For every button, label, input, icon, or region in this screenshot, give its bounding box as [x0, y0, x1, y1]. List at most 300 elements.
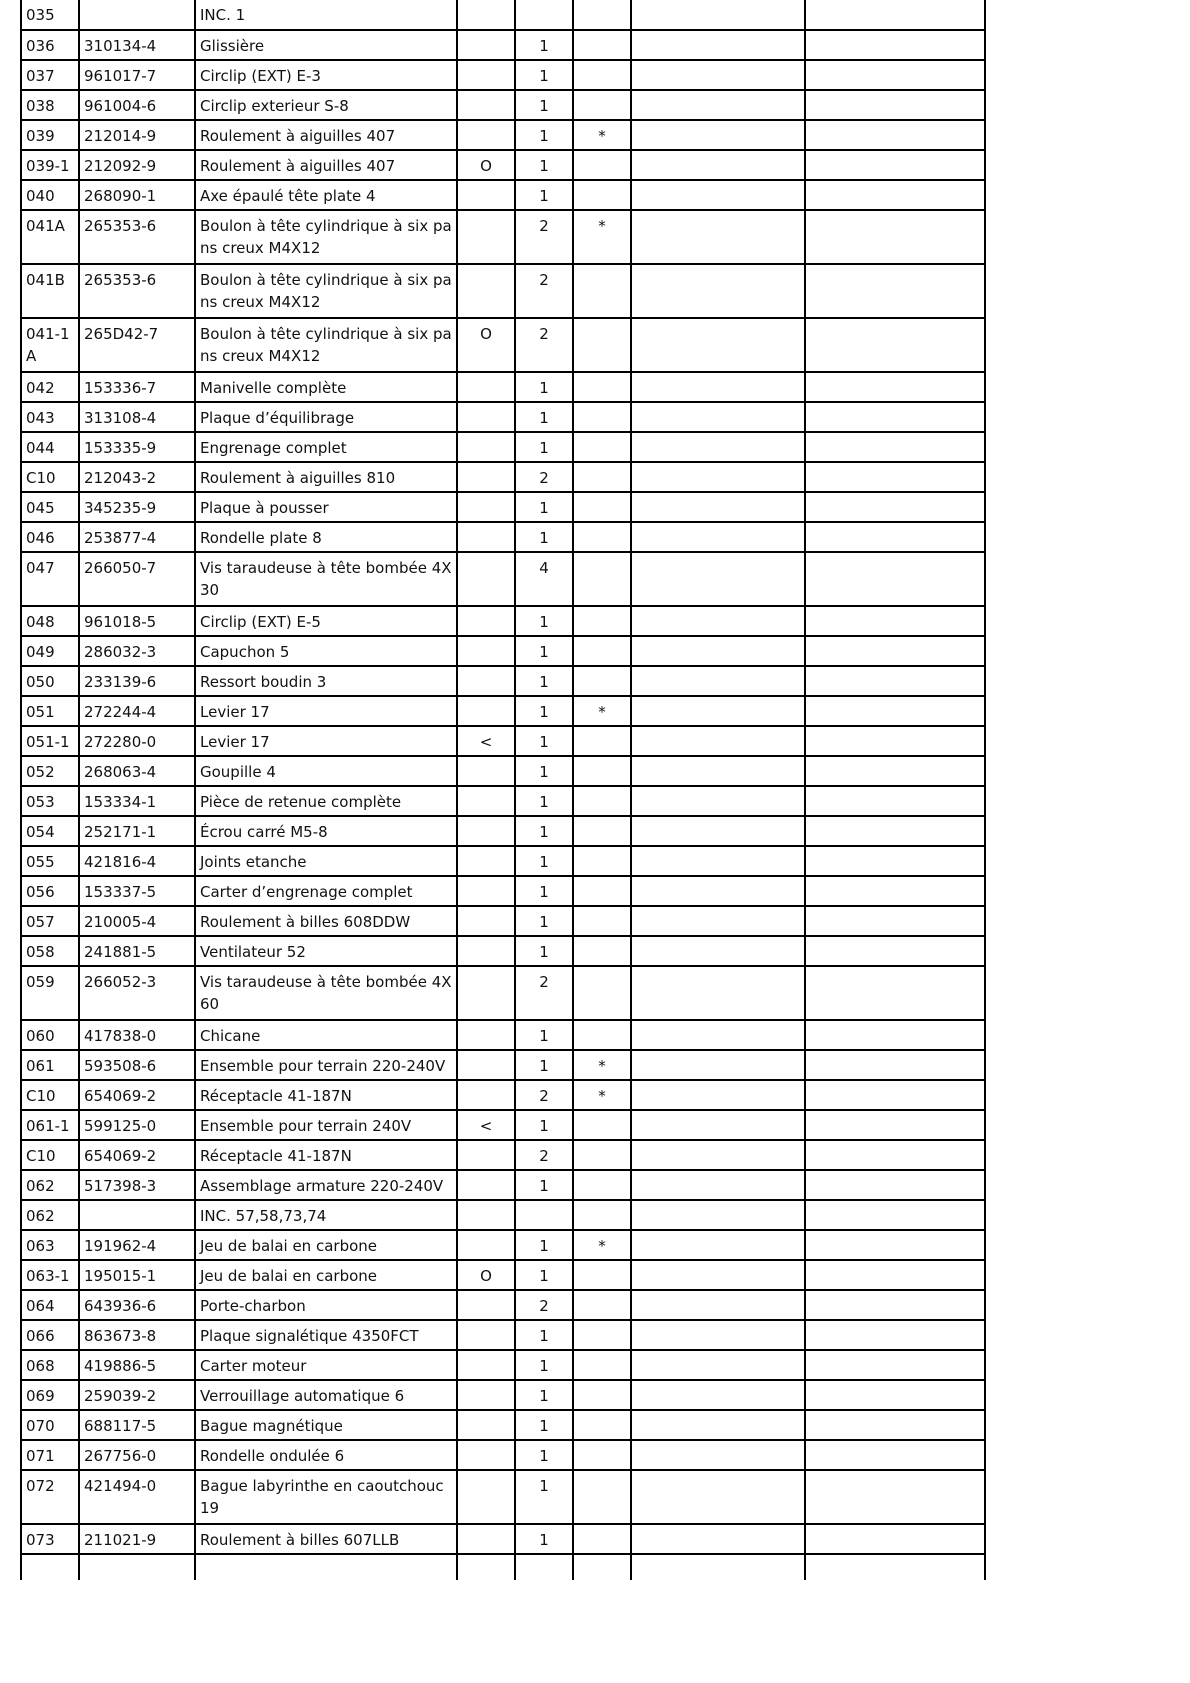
description-cell: Bague labyrinthe en caoutchouc 19: [195, 1470, 457, 1524]
recommended-star-cell: *: [573, 1050, 631, 1080]
quantity-cell: 1: [515, 666, 573, 696]
blank-cell: [805, 786, 985, 816]
quantity-cell: 1: [515, 1440, 573, 1470]
item-number-cell: 061: [21, 1050, 79, 1080]
item-number-cell: 041-1A: [21, 318, 79, 372]
blank-cell: [805, 696, 985, 726]
item-number-cell: 049: [21, 636, 79, 666]
part-number-cell: 961017-7: [79, 60, 195, 90]
table-row: [21, 696, 985, 726]
recommended-star-cell: [573, 1110, 631, 1140]
table-row: [21, 90, 985, 120]
blank-cell: [805, 180, 985, 210]
blank-cell: [805, 1230, 985, 1260]
parts-table-body: [21, 0, 985, 1580]
note-mark-cell: [457, 0, 515, 30]
table-row: [21, 60, 985, 90]
blank-cell: [515, 1554, 573, 1580]
note-mark-cell: <: [457, 726, 515, 756]
recommended-star-cell: [573, 552, 631, 606]
blank-cell: [631, 636, 805, 666]
part-number-cell: 252171-1: [79, 816, 195, 846]
table-row-empty: [21, 1554, 985, 1580]
quantity-cell: 2: [515, 966, 573, 1020]
quantity-cell: 1: [515, 936, 573, 966]
description-cell: Circlip (EXT) E-5: [195, 606, 457, 636]
description-cell: Goupille 4: [195, 756, 457, 786]
table-row: [21, 318, 985, 372]
table-row: [21, 1440, 985, 1470]
table-row: [21, 264, 985, 318]
note-mark-cell: [457, 1050, 515, 1080]
description-cell: Circlip (EXT) E-3: [195, 60, 457, 90]
note-mark-cell: [457, 1230, 515, 1260]
recommended-star-cell: *: [573, 1080, 631, 1110]
blank-cell: [631, 1320, 805, 1350]
part-number-cell: 212043-2: [79, 462, 195, 492]
note-mark-cell: [457, 816, 515, 846]
blank-cell: [631, 846, 805, 876]
quantity-cell: 2: [515, 210, 573, 264]
blank-cell: [631, 210, 805, 264]
note-mark-cell: [457, 372, 515, 402]
description-cell: Boulon à tête cylindrique à six pans creux M4X12: [195, 210, 457, 264]
table-row: [21, 1110, 985, 1140]
blank-cell: [805, 90, 985, 120]
recommended-star-cell: [573, 318, 631, 372]
blank-cell: [805, 936, 985, 966]
description-cell: Réceptacle 41-187N: [195, 1140, 457, 1170]
blank-cell: [805, 1140, 985, 1170]
quantity-cell: 1: [515, 1524, 573, 1554]
blank-cell: [805, 30, 985, 60]
item-number-cell: 071: [21, 1440, 79, 1470]
note-mark-cell: [457, 120, 515, 150]
blank-cell: [805, 462, 985, 492]
item-number-cell: 062: [21, 1170, 79, 1200]
item-number-cell: 068: [21, 1350, 79, 1380]
blank-cell: [631, 1200, 805, 1230]
recommended-star-cell: [573, 150, 631, 180]
note-mark-cell: [457, 786, 515, 816]
part-number-cell: 195015-1: [79, 1260, 195, 1290]
description-cell: Roulement à billes 608DDW: [195, 906, 457, 936]
table-row: [21, 966, 985, 1020]
blank-cell: [805, 1050, 985, 1080]
part-number-cell: 272244-4: [79, 696, 195, 726]
table-row: [21, 726, 985, 756]
blank-cell: [631, 906, 805, 936]
item-number-cell: C10: [21, 1140, 79, 1170]
blank-cell: [805, 1200, 985, 1230]
blank-cell: [631, 666, 805, 696]
description-cell: Rondelle plate 8: [195, 522, 457, 552]
note-mark-cell: O: [457, 150, 515, 180]
quantity-cell: 1: [515, 1260, 573, 1290]
table-row: [21, 786, 985, 816]
part-number-cell: 265353-6: [79, 210, 195, 264]
note-mark-cell: [457, 492, 515, 522]
description-cell: Jeu de balai en carbone: [195, 1230, 457, 1260]
blank-cell: [631, 1524, 805, 1554]
note-mark-cell: [457, 1524, 515, 1554]
blank-cell: [631, 786, 805, 816]
part-number-cell: 961018-5: [79, 606, 195, 636]
item-number-cell: 039-1: [21, 150, 79, 180]
description-cell: INC. 57,58,73,74: [195, 1200, 457, 1230]
part-number-cell: 268063-4: [79, 756, 195, 786]
blank-cell: [805, 636, 985, 666]
table-row: [21, 1290, 985, 1320]
blank-cell: [79, 1554, 195, 1580]
blank-cell: [631, 492, 805, 522]
blank-cell: [805, 150, 985, 180]
blank-cell: [631, 402, 805, 432]
recommended-star-cell: *: [573, 210, 631, 264]
part-number-cell: 211021-9: [79, 1524, 195, 1554]
blank-cell: [805, 966, 985, 1020]
item-number-cell: 070: [21, 1410, 79, 1440]
table-row: [21, 1410, 985, 1440]
blank-cell: [631, 1020, 805, 1050]
part-number-cell: 421816-4: [79, 846, 195, 876]
note-mark-cell: [457, 522, 515, 552]
blank-cell: [805, 1470, 985, 1524]
quantity-cell: 1: [515, 1050, 573, 1080]
part-number-cell: 517398-3: [79, 1170, 195, 1200]
blank-cell: [21, 1554, 79, 1580]
table-row: [21, 1230, 985, 1260]
blank-cell: [631, 318, 805, 372]
note-mark-cell: [457, 636, 515, 666]
item-number-cell: 045: [21, 492, 79, 522]
description-cell: Ventilateur 52: [195, 936, 457, 966]
table-row: [21, 522, 985, 552]
item-number-cell: 057: [21, 906, 79, 936]
description-cell: Plaque d’équilibrage: [195, 402, 457, 432]
item-number-cell: 073: [21, 1524, 79, 1554]
table-row: [21, 906, 985, 936]
blank-cell: [805, 876, 985, 906]
recommended-star-cell: [573, 1470, 631, 1524]
quantity-cell: 1: [515, 372, 573, 402]
blank-cell: [805, 120, 985, 150]
note-mark-cell: [457, 906, 515, 936]
recommended-star-cell: [573, 1320, 631, 1350]
note-mark-cell: [457, 1470, 515, 1524]
blank-cell: [631, 936, 805, 966]
table-row: [21, 462, 985, 492]
note-mark-cell: [457, 1170, 515, 1200]
part-number-cell: 233139-6: [79, 666, 195, 696]
part-number-cell: 259039-2: [79, 1380, 195, 1410]
item-number-cell: 058: [21, 936, 79, 966]
blank-cell: [805, 402, 985, 432]
blank-cell: [631, 264, 805, 318]
description-cell: Vis taraudeuse à tête bombée 4X60: [195, 966, 457, 1020]
part-number-cell: 643936-6: [79, 1290, 195, 1320]
blank-cell: [805, 726, 985, 756]
table-row: [21, 1080, 985, 1110]
recommended-star-cell: [573, 1200, 631, 1230]
parts-list-page: [20, 0, 984, 1580]
blank-cell: [805, 756, 985, 786]
blank-cell: [631, 1140, 805, 1170]
item-number-cell: 061-1: [21, 1110, 79, 1140]
blank-cell: [805, 492, 985, 522]
description-cell: Pièce de retenue complète: [195, 786, 457, 816]
blank-cell: [631, 1554, 805, 1580]
quantity-cell: 2: [515, 1080, 573, 1110]
part-number-cell: 599125-0: [79, 1110, 195, 1140]
description-cell: Boulon à tête cylindrique à six pans creux M4X12: [195, 318, 457, 372]
note-mark-cell: [457, 756, 515, 786]
description-cell: Bague magnétique: [195, 1410, 457, 1440]
table-row: [21, 606, 985, 636]
note-mark-cell: [457, 60, 515, 90]
item-number-cell: 063: [21, 1230, 79, 1260]
note-mark-cell: [457, 1290, 515, 1320]
blank-cell: [805, 1290, 985, 1320]
part-number-cell: 593508-6: [79, 1050, 195, 1080]
description-cell: Vis taraudeuse à tête bombée 4X30: [195, 552, 457, 606]
recommended-star-cell: [573, 0, 631, 30]
description-cell: Carter d’engrenage complet: [195, 876, 457, 906]
part-number-cell: 654069-2: [79, 1140, 195, 1170]
blank-cell: [805, 1350, 985, 1380]
recommended-star-cell: [573, 372, 631, 402]
note-mark-cell: [457, 1200, 515, 1230]
item-number-cell: 072: [21, 1470, 79, 1524]
recommended-star-cell: [573, 936, 631, 966]
part-number-cell: 688117-5: [79, 1410, 195, 1440]
quantity-cell: 2: [515, 1290, 573, 1320]
table-row: [21, 756, 985, 786]
blank-cell: [631, 1110, 805, 1140]
item-number-cell: 050: [21, 666, 79, 696]
quantity-cell: 1: [515, 432, 573, 462]
blank-cell: [631, 522, 805, 552]
note-mark-cell: [457, 876, 515, 906]
part-number-cell: 265D42-7: [79, 318, 195, 372]
recommended-star-cell: [573, 1290, 631, 1320]
description-cell: Boulon à tête cylindrique à six pans creux M4X12: [195, 264, 457, 318]
table-row: [21, 1140, 985, 1170]
description-cell: Porte-charbon: [195, 1290, 457, 1320]
item-number-cell: 039: [21, 120, 79, 150]
table-row: [21, 1020, 985, 1050]
blank-cell: [805, 1554, 985, 1580]
quantity-cell: 1: [515, 1350, 573, 1380]
blank-cell: [805, 1260, 985, 1290]
part-number-cell: 212014-9: [79, 120, 195, 150]
blank-cell: [805, 1320, 985, 1350]
part-number-cell: 286032-3: [79, 636, 195, 666]
part-number-cell: 417838-0: [79, 1020, 195, 1050]
part-number-cell: 266052-3: [79, 966, 195, 1020]
description-cell: Ensemble pour terrain 220-240V: [195, 1050, 457, 1080]
description-cell: Axe épaulé tête plate 4: [195, 180, 457, 210]
quantity-cell: 1: [515, 846, 573, 876]
table-row: [21, 1380, 985, 1410]
table-row: [21, 1320, 985, 1350]
description-cell: Ensemble pour terrain 240V: [195, 1110, 457, 1140]
recommended-star-cell: [573, 786, 631, 816]
part-number-cell: 266050-7: [79, 552, 195, 606]
blank-cell: [805, 1020, 985, 1050]
item-number-cell: 066: [21, 1320, 79, 1350]
recommended-star-cell: [573, 756, 631, 786]
note-mark-cell: [457, 666, 515, 696]
description-cell: Roulement à aiguilles 407: [195, 150, 457, 180]
blank-cell: [631, 1470, 805, 1524]
note-mark-cell: [457, 1020, 515, 1050]
table-row: [21, 432, 985, 462]
parts-table: [20, 0, 986, 1580]
table-row: [21, 492, 985, 522]
item-number-cell: 052: [21, 756, 79, 786]
recommended-star-cell: [573, 402, 631, 432]
description-cell: Glissière: [195, 30, 457, 60]
blank-cell: [805, 522, 985, 552]
quantity-cell: 2: [515, 462, 573, 492]
item-number-cell: 038: [21, 90, 79, 120]
blank-cell: [805, 1524, 985, 1554]
note-mark-cell: [457, 462, 515, 492]
part-number-cell: 310134-4: [79, 30, 195, 60]
description-cell: Circlip exterieur S-8: [195, 90, 457, 120]
blank-cell: [805, 846, 985, 876]
part-number-cell: 268090-1: [79, 180, 195, 210]
table-row: [21, 1470, 985, 1524]
part-number-cell: 153335-9: [79, 432, 195, 462]
quantity-cell: 2: [515, 264, 573, 318]
quantity-cell: 1: [515, 876, 573, 906]
item-number-cell: 047: [21, 552, 79, 606]
description-cell: INC. 1: [195, 0, 457, 30]
blank-cell: [805, 1110, 985, 1140]
part-number-cell: 313108-4: [79, 402, 195, 432]
description-cell: Carter moteur: [195, 1350, 457, 1380]
part-number-cell: [79, 1200, 195, 1230]
part-number-cell: 191962-4: [79, 1230, 195, 1260]
quantity-cell: 1: [515, 906, 573, 936]
blank-cell: [805, 552, 985, 606]
blank-cell: [805, 0, 985, 30]
item-number-cell: 056: [21, 876, 79, 906]
note-mark-cell: [457, 1320, 515, 1350]
description-cell: Verrouillage automatique 6: [195, 1380, 457, 1410]
recommended-star-cell: [573, 1140, 631, 1170]
note-mark-cell: [457, 846, 515, 876]
blank-cell: [631, 462, 805, 492]
table-row: [21, 1050, 985, 1080]
blank-cell: [631, 1080, 805, 1110]
recommended-star-cell: [573, 1170, 631, 1200]
blank-cell: [631, 876, 805, 906]
note-mark-cell: [457, 264, 515, 318]
blank-cell: [631, 432, 805, 462]
table-row: [21, 210, 985, 264]
part-number-cell: 212092-9: [79, 150, 195, 180]
description-cell: Assemblage armature 220-240V: [195, 1170, 457, 1200]
quantity-cell: 1: [515, 1020, 573, 1050]
description-cell: Engrenage complet: [195, 432, 457, 462]
blank-cell: [631, 756, 805, 786]
part-number-cell: 863673-8: [79, 1320, 195, 1350]
item-number-cell: 037: [21, 60, 79, 90]
table-row: [21, 0, 985, 30]
note-mark-cell: [457, 606, 515, 636]
note-mark-cell: [457, 552, 515, 606]
note-mark-cell: [457, 180, 515, 210]
blank-cell: [573, 1554, 631, 1580]
quantity-cell: 1: [515, 816, 573, 846]
blank-cell: [631, 1260, 805, 1290]
blank-cell: [805, 1380, 985, 1410]
description-cell: Joints etanche: [195, 846, 457, 876]
quantity-cell: 1: [515, 492, 573, 522]
table-row: [21, 30, 985, 60]
quantity-cell: 1: [515, 1380, 573, 1410]
part-number-cell: 253877-4: [79, 522, 195, 552]
recommended-star-cell: [573, 816, 631, 846]
recommended-star-cell: [573, 1410, 631, 1440]
quantity-cell: 1: [515, 1170, 573, 1200]
part-number-cell: 153336-7: [79, 372, 195, 402]
description-cell: Rondelle ondulée 6: [195, 1440, 457, 1470]
description-cell: Roulement à aiguilles 810: [195, 462, 457, 492]
item-number-cell: 053: [21, 786, 79, 816]
blank-cell: [631, 30, 805, 60]
recommended-star-cell: [573, 1260, 631, 1290]
quantity-cell: 1: [515, 636, 573, 666]
blank-cell: [631, 90, 805, 120]
blank-cell: [631, 816, 805, 846]
item-number-cell: 042: [21, 372, 79, 402]
recommended-star-cell: *: [573, 1230, 631, 1260]
description-cell: Ressort boudin 3: [195, 666, 457, 696]
quantity-cell: 1: [515, 180, 573, 210]
description-cell: Roulement à aiguilles 407: [195, 120, 457, 150]
blank-cell: [631, 1230, 805, 1260]
item-number-cell: 069: [21, 1380, 79, 1410]
quantity-cell: 2: [515, 1140, 573, 1170]
table-row: [21, 1350, 985, 1380]
item-number-cell: C10: [21, 1080, 79, 1110]
blank-cell: [631, 150, 805, 180]
part-number-cell: 241881-5: [79, 936, 195, 966]
note-mark-cell: [457, 1410, 515, 1440]
quantity-cell: 1: [515, 1230, 573, 1260]
note-mark-cell: [457, 1140, 515, 1170]
quantity-cell: 1: [515, 756, 573, 786]
part-number-cell: 654069-2: [79, 1080, 195, 1110]
blank-cell: [805, 1080, 985, 1110]
blank-cell: [631, 1290, 805, 1320]
recommended-star-cell: [573, 906, 631, 936]
item-number-cell: 054: [21, 816, 79, 846]
recommended-star-cell: [573, 462, 631, 492]
blank-cell: [631, 1170, 805, 1200]
recommended-star-cell: [573, 60, 631, 90]
table-row: [21, 876, 985, 906]
note-mark-cell: [457, 966, 515, 1020]
blank-cell: [631, 120, 805, 150]
quantity-cell: 4: [515, 552, 573, 606]
blank-cell: [631, 1440, 805, 1470]
note-mark-cell: [457, 30, 515, 60]
